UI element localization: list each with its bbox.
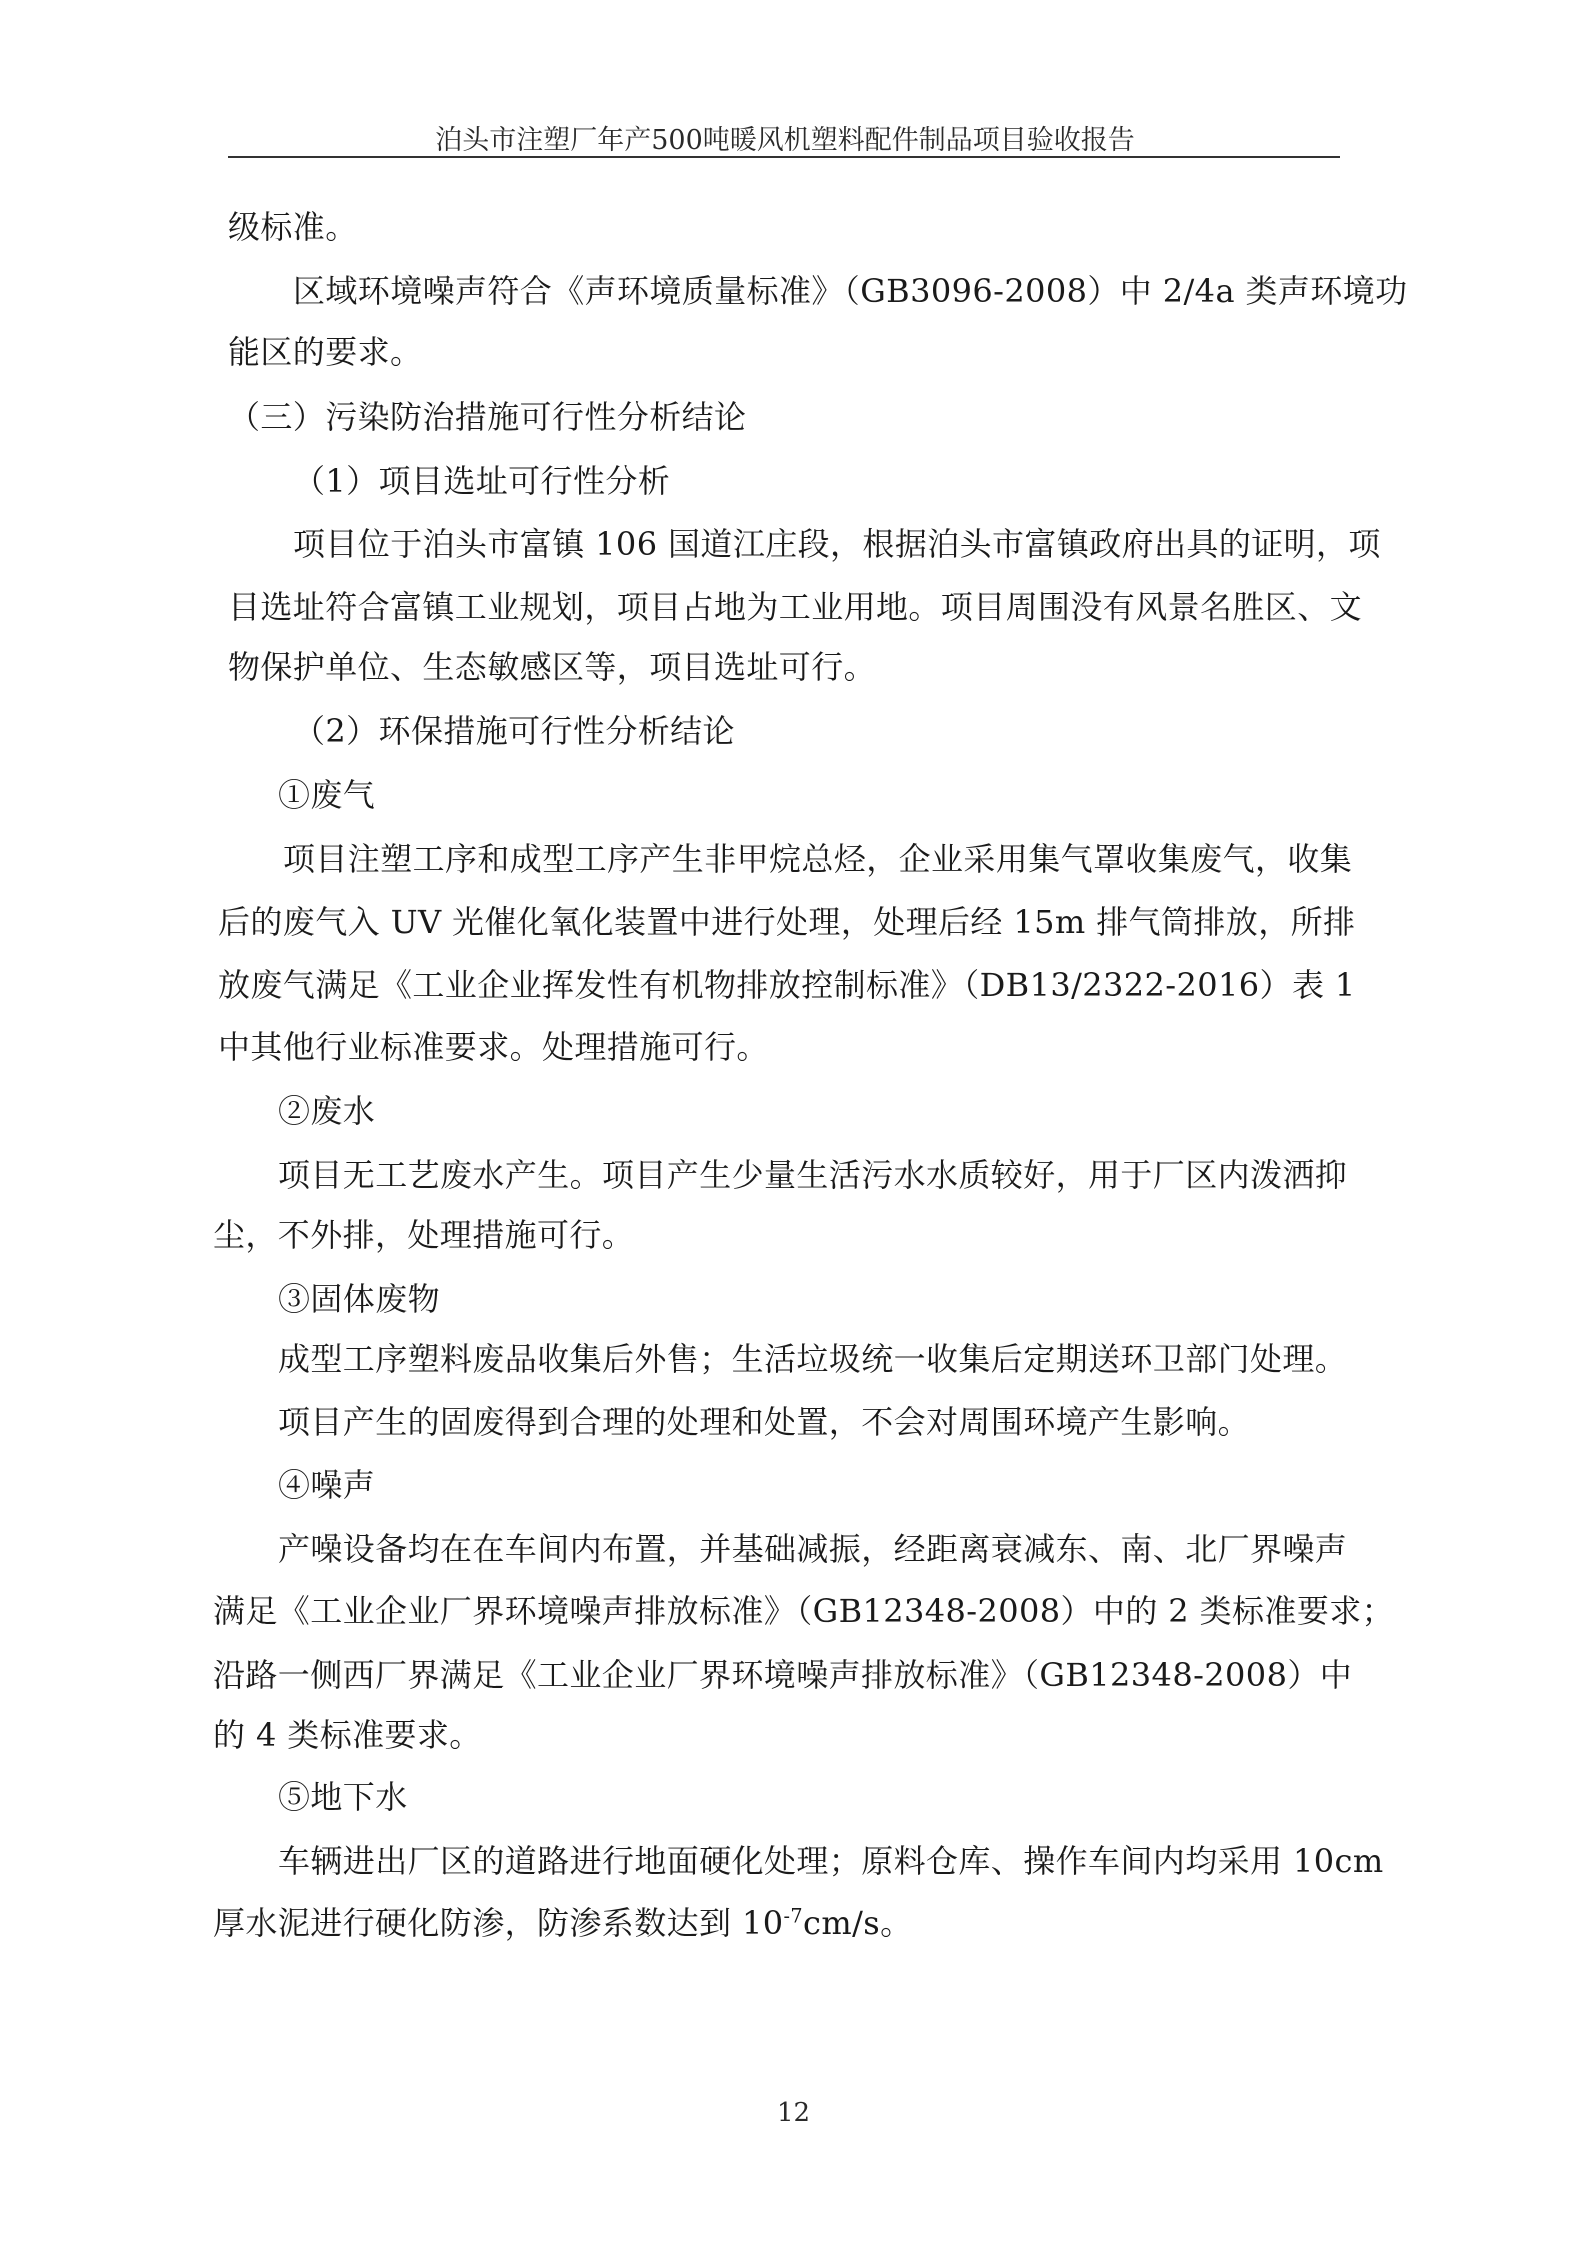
superscript-exponent: -7 — [783, 1904, 803, 1928]
text-line: 项目无工艺废水产生。项目产生少量生活污水水质较好，用于厂区内泼洒抑 — [278, 1156, 1348, 1194]
item-heading: ④噪声 — [278, 1466, 376, 1504]
text-line: 能区的要求。 — [228, 333, 423, 371]
text-segment: 厚水泥进行硬化防渗，防渗系数达到 10 — [213, 1904, 784, 1942]
text-line: 区域环境噪声符合《声环境质量标准》（GB3096-2008）中 2/4a 类声环境功 — [293, 272, 1408, 310]
running-header: 泊头市注塑厂年产500吨暖风机塑料配件制品项目验收报告 — [435, 125, 1135, 156]
text-line: 的 4 类标准要求。 — [213, 1716, 482, 1754]
subsection-heading: （2）环保措施可行性分析结论 — [293, 712, 735, 750]
text-line: 沿路一侧西厂界满足《工业企业厂界环境噪声排放标准》（GB12348-2008）中 — [213, 1656, 1353, 1694]
text-line: 尘，不外排，处理措施可行。 — [213, 1216, 635, 1254]
text-line: 满足《工业企业厂界环境噪声排放标准》（GB12348-2008）中的 2 类标准要求； — [213, 1592, 1395, 1630]
text-line: 项目产生的固废得到合理的处理和处置，不会对周围环境产生影响。 — [278, 1403, 1251, 1441]
text-line: 放废气满足《工业企业挥发性有机物排放控制标准》（DB13/2322-2016）表 1 — [218, 966, 1356, 1004]
subsection-heading: （1）项目选址可行性分析 — [293, 462, 671, 500]
section-heading: （三）污染防治措施可行性分析结论 — [228, 398, 747, 436]
text-segment: cm/s。 — [803, 1904, 913, 1942]
item-heading: ⑤地下水 — [278, 1778, 408, 1816]
text-line: 后的废气入 UV 光催化氧化装置中进行处理，处理后经 15m 排气筒排放，所排 — [218, 903, 1356, 941]
text-line: 车辆进出厂区的道路进行地面硬化处理；原料仓库、操作车间内均采用 10cm — [278, 1842, 1384, 1880]
text-line: 项目位于泊头市富镇 106 国道江庄段，根据泊头市富镇政府出具的证明，项 — [293, 525, 1381, 563]
text-line-last — [213, 1904, 912, 1942]
text-line: 目选址符合富镇工业规划，项目占地为工业用地。项目周围没有风景名胜区、文 — [228, 588, 1363, 626]
text-line: 产噪设备均在在车间内布置，并基础减振，经距离衰减东、南、北厂界噪声 — [278, 1530, 1348, 1568]
text-line: 物保护单位、生态敏感区等，项目选址可行。 — [228, 648, 877, 686]
item-heading: ①废气 — [278, 776, 376, 814]
page-number: 12 — [776, 2098, 811, 2128]
text-line: 成型工序塑料废品收集后外售；生活垃圾统一收集后定期送环卫部门处理。 — [278, 1340, 1348, 1378]
text-line: 级标准。 — [228, 208, 358, 246]
item-heading: ②废水 — [278, 1092, 376, 1130]
text-line: 项目注塑工序和成型工序产生非甲烷总烃，企业采用集气罩收集废气，收集 — [283, 840, 1353, 878]
item-heading: ③固体废物 — [278, 1280, 441, 1318]
text-line: 中其他行业标准要求。处理措施可行。 — [218, 1028, 769, 1066]
